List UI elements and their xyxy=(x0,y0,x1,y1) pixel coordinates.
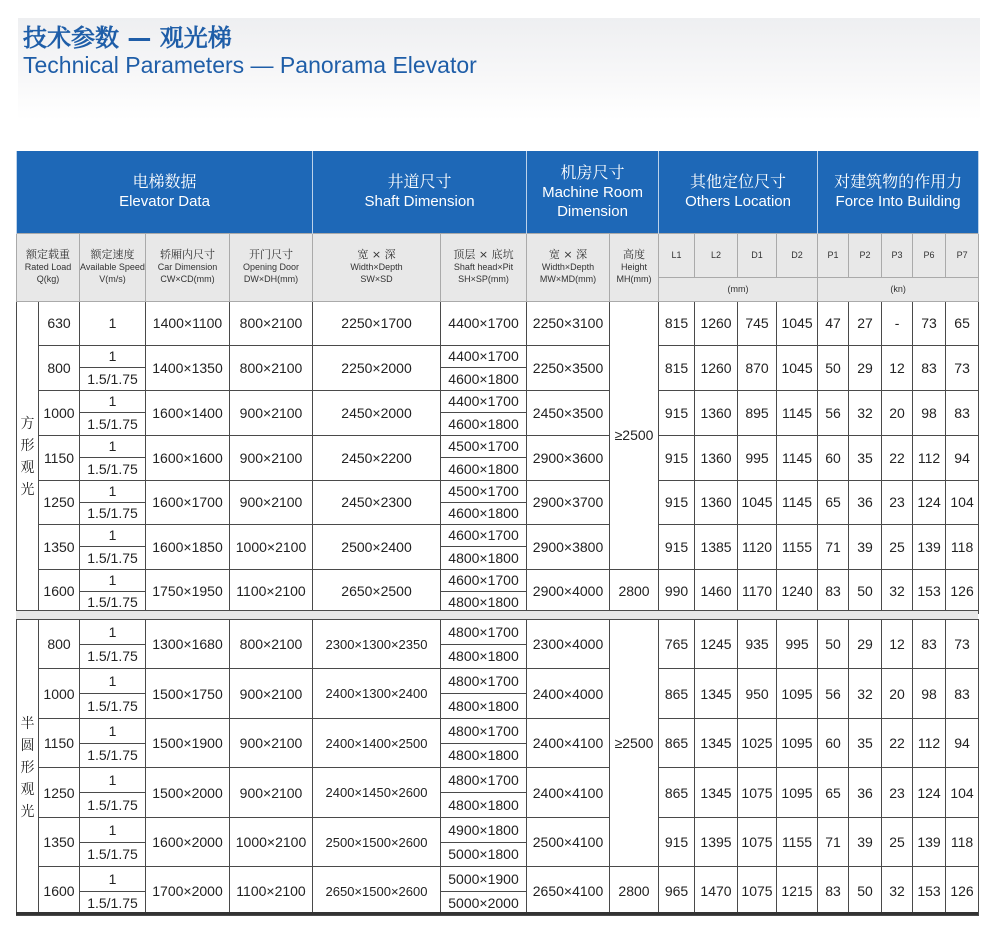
section-label-char: 观 xyxy=(20,460,35,476)
col-D2: D2 xyxy=(777,233,818,277)
cell-P2: 35 xyxy=(849,719,882,768)
cell-P7: 83 xyxy=(946,669,979,719)
cell-speed: 1.5/1.75 xyxy=(80,368,146,391)
cell-L1: 865 xyxy=(659,768,695,818)
cell-speed: 1.5/1.75 xyxy=(80,842,146,867)
cell-P7: 104 xyxy=(946,768,979,818)
cell-P3: 12 xyxy=(882,620,913,669)
section-label-char: 光 xyxy=(20,803,35,820)
cell-P3: 22 xyxy=(882,719,913,768)
section-label-char: 圆 xyxy=(20,737,35,754)
cell-door: 900×2100 xyxy=(230,480,313,524)
cell-speed: 1.5/1.75 xyxy=(80,891,146,916)
cell-L2: 1360 xyxy=(695,480,738,524)
cell-P6: 153 xyxy=(913,569,946,613)
table-row xyxy=(17,867,979,892)
cell-L1: 815 xyxy=(659,301,695,345)
cell-P1: 56 xyxy=(818,669,849,719)
cell-L1: 915 xyxy=(659,524,695,569)
cell-machine-height: 2800 xyxy=(610,867,659,916)
cell-machine-wd: 2400×4100 xyxy=(527,768,610,818)
cell-speed: 1.5/1.75 xyxy=(80,694,146,719)
col-D1: D1 xyxy=(738,233,777,277)
cell-machine-wd: 2300×4000 xyxy=(527,620,610,669)
cell-machine-wd: 2900×3700 xyxy=(527,480,610,524)
cell-shaft-width-depth: 2300×1300×2350 xyxy=(313,620,441,669)
cell-shaft-head-pit: 5000×1900 xyxy=(441,867,527,892)
cell-door: 1000×2100 xyxy=(230,818,313,867)
cell-D1: 870 xyxy=(738,345,777,390)
cell-D1: 935 xyxy=(738,620,777,669)
cell-shaft-head-pit: 4600×1800 xyxy=(441,458,527,481)
cell-P2: 36 xyxy=(849,768,882,818)
col-machine-width-depth: 宽 × 深 Width×Depth MW×MD(mm) xyxy=(527,233,610,301)
cell-speed: 1 xyxy=(80,345,146,368)
cell-L2: 1245 xyxy=(695,620,738,669)
col-L2: L2 xyxy=(695,233,738,277)
cell-door: 800×2100 xyxy=(230,301,313,345)
cell-shaft-head-pit: 4800×1700 xyxy=(441,669,527,694)
cell-P7: 73 xyxy=(946,345,979,390)
cell-D2: 1095 xyxy=(777,669,818,719)
cell-shaft-head-pit: 4800×1700 xyxy=(441,719,527,744)
group-force: 对建筑物的作用力 Force Into Building xyxy=(818,151,979,233)
group-shaft-dimension: 井道尺寸 Shaft Dimension xyxy=(313,151,527,233)
cell-speed: 1 xyxy=(80,390,146,413)
cell-load: 1250 xyxy=(39,768,80,818)
cell-P6: 124 xyxy=(913,480,946,524)
cell-speed: 1.5/1.75 xyxy=(80,591,146,613)
cell-door: 1100×2100 xyxy=(230,867,313,916)
cell-speed: 1.5/1.75 xyxy=(80,743,146,768)
col-shaft-width-depth: 宽 × 深 Width×Depth SW×SD xyxy=(313,233,441,301)
cell-shaft-head-pit: 4600×1700 xyxy=(441,569,527,591)
cell-D2: 1145 xyxy=(777,480,818,524)
cell-car: 1750×1950 xyxy=(146,569,230,613)
cell-P7: 83 xyxy=(946,390,979,435)
cell-P7: 126 xyxy=(946,569,979,613)
cell-D2: 1145 xyxy=(777,390,818,435)
col-car-dimension: 轿厢内尺寸 Car Dimension CW×CD(mm) xyxy=(146,233,230,301)
cell-shaft-width-depth: 2500×2400 xyxy=(313,524,441,569)
cell-door: 1100×2100 xyxy=(230,569,313,613)
cell-P7: 126 xyxy=(946,867,979,916)
cell-shaft-width-depth: 2500×1500×2600 xyxy=(313,818,441,867)
cell-shaft-width-depth: 2650×2500 xyxy=(313,569,441,613)
cell-P1: 65 xyxy=(818,768,849,818)
cell-P7: 118 xyxy=(946,818,979,867)
cell-P2: 32 xyxy=(849,669,882,719)
cell-speed: 1 xyxy=(80,301,146,345)
cell-L1: 965 xyxy=(659,867,695,916)
cell-speed: 1.5/1.75 xyxy=(80,547,146,570)
cell-P7: 94 xyxy=(946,435,979,480)
table-row xyxy=(17,719,979,744)
cell-load: 1000 xyxy=(39,669,80,719)
cell-machine-wd: 2400×4100 xyxy=(527,719,610,768)
cell-car: 1400×1350 xyxy=(146,345,230,390)
cell-car: 1500×1750 xyxy=(146,669,230,719)
cell-L2: 1385 xyxy=(695,524,738,569)
cell-P6: 139 xyxy=(913,818,946,867)
cell-L1: 915 xyxy=(659,480,695,524)
cell-P6: 73 xyxy=(913,301,946,345)
cell-L2: 1360 xyxy=(695,435,738,480)
col-P2: P2 xyxy=(849,233,882,277)
cell-P2: 32 xyxy=(849,390,882,435)
cell-P1: 71 xyxy=(818,524,849,569)
table-row xyxy=(17,345,979,368)
cell-machine-wd: 2900×3600 xyxy=(527,435,610,480)
cell-car: 1600×1850 xyxy=(146,524,230,569)
cell-speed: 1.5/1.75 xyxy=(80,502,146,524)
cell-car: 1600×1600 xyxy=(146,435,230,480)
group-machine-room: 机房尺寸 Machine Room Dimension xyxy=(527,151,659,233)
col-opening-door: 开门尺寸 Opening Door DW×DH(mm) xyxy=(230,233,313,301)
cell-P7: 94 xyxy=(946,719,979,768)
cell-car: 1700×2000 xyxy=(146,867,230,916)
cell-D1: 1075 xyxy=(738,867,777,916)
cell-speed: 1 xyxy=(80,620,146,645)
cell-P2: 27 xyxy=(849,301,882,345)
cell-door: 900×2100 xyxy=(230,768,313,818)
cell-load: 800 xyxy=(39,345,80,390)
header-group-row xyxy=(17,151,979,233)
cell-D1: 1045 xyxy=(738,480,777,524)
cell-speed: 1 xyxy=(80,719,146,744)
cell-shaft-head-pit: 4800×1800 xyxy=(441,743,527,768)
cell-shaft-width-depth: 2650×1500×2600 xyxy=(313,867,441,916)
col-P1: P1 xyxy=(818,233,849,277)
table-row xyxy=(17,768,979,793)
cell-speed: 1 xyxy=(80,480,146,502)
cell-shaft-head-pit: 4600×1800 xyxy=(441,413,527,436)
cell-shaft-head-pit: 4900×1800 xyxy=(441,818,527,843)
cell-shaft-head-pit: 4400×1700 xyxy=(441,345,527,368)
table-row xyxy=(17,620,979,645)
cell-P6: 98 xyxy=(913,669,946,719)
cell-P3: 25 xyxy=(882,524,913,569)
cell-car: 1500×1900 xyxy=(146,719,230,768)
cell-load: 1600 xyxy=(39,867,80,916)
cell-L1: 915 xyxy=(659,818,695,867)
table-row xyxy=(17,818,979,843)
cell-door: 1000×2100 xyxy=(230,524,313,569)
cell-speed: 1.5/1.75 xyxy=(80,413,146,436)
cell-speed: 1.5/1.75 xyxy=(80,793,146,818)
cell-load: 1150 xyxy=(39,719,80,768)
cell-P1: 60 xyxy=(818,435,849,480)
cell-load: 630 xyxy=(39,301,80,345)
cell-P7: 65 xyxy=(946,301,979,345)
cell-L1: 915 xyxy=(659,390,695,435)
table-row xyxy=(17,524,979,547)
cell-P6: 83 xyxy=(913,620,946,669)
cell-machine-wd: 2400×4000 xyxy=(527,669,610,719)
cell-speed: 1 xyxy=(80,768,146,793)
section-label-char: 方 xyxy=(20,416,35,432)
cell-L1: 990 xyxy=(659,569,695,613)
cell-P3: 22 xyxy=(882,435,913,480)
cell-P3: 23 xyxy=(882,768,913,818)
cell-D1: 1120 xyxy=(738,524,777,569)
cell-P1: 71 xyxy=(818,818,849,867)
cell-shaft-width-depth: 2400×1300×2400 xyxy=(313,669,441,719)
cell-shaft-head-pit: 4500×1700 xyxy=(441,435,527,458)
panorama-semicircle-table xyxy=(16,619,979,916)
cell-machine-wd: 2500×4100 xyxy=(527,818,610,867)
cell-load: 1350 xyxy=(39,524,80,569)
cell-D1: 1075 xyxy=(738,818,777,867)
table-bottom-rule xyxy=(16,912,978,915)
unit-kn: (kn) xyxy=(818,277,979,301)
section-label xyxy=(17,301,39,613)
cell-P6: 153 xyxy=(913,867,946,916)
cell-shaft-width-depth: 2400×1450×2600 xyxy=(313,768,441,818)
cell-P2: 29 xyxy=(849,620,882,669)
cell-P6: 112 xyxy=(913,719,946,768)
cell-P7: 73 xyxy=(946,620,979,669)
cell-P3: 32 xyxy=(882,867,913,916)
cell-car: 1600×1700 xyxy=(146,480,230,524)
panorama-square-table xyxy=(16,151,979,614)
cell-load: 1250 xyxy=(39,480,80,524)
section-label-char: 形 xyxy=(20,759,35,776)
cell-machine-wd: 2650×4100 xyxy=(527,867,610,916)
cell-P3: 25 xyxy=(882,818,913,867)
cell-D2: 1240 xyxy=(777,569,818,613)
col-speed: 额定速度 Available Speed V(m/s) xyxy=(80,233,146,301)
cell-speed: 1.5/1.75 xyxy=(80,458,146,481)
cell-speed: 1 xyxy=(80,569,146,591)
cell-shaft-head-pit: 4400×1700 xyxy=(441,390,527,413)
table-row xyxy=(17,569,979,591)
header-column-row xyxy=(17,233,979,277)
cell-L2: 1360 xyxy=(695,390,738,435)
col-P3: P3 xyxy=(882,233,913,277)
cell-load: 800 xyxy=(39,620,80,669)
page-title-cn: 技术参数 — 观光梯 xyxy=(23,24,232,52)
cell-machine-height: 2800 xyxy=(610,569,659,613)
cell-D2: 1045 xyxy=(777,345,818,390)
cell-car: 1300×1680 xyxy=(146,620,230,669)
cell-D1: 745 xyxy=(738,301,777,345)
cell-P1: 50 xyxy=(818,620,849,669)
cell-speed: 1 xyxy=(80,818,146,843)
cell-P6: 139 xyxy=(913,524,946,569)
cell-machine-wd: 2900×4000 xyxy=(527,569,610,613)
col-P7: P7 xyxy=(946,233,979,277)
section-label-char: 半 xyxy=(20,715,35,732)
cell-speed: 1 xyxy=(80,435,146,458)
cell-P6: 83 xyxy=(913,345,946,390)
cell-P3: 20 xyxy=(882,390,913,435)
cell-D2: 1095 xyxy=(777,719,818,768)
cell-P3: 20 xyxy=(882,669,913,719)
cell-L1: 815 xyxy=(659,345,695,390)
cell-P1: 60 xyxy=(818,719,849,768)
cell-door: 800×2100 xyxy=(230,345,313,390)
section-label-char: 观 xyxy=(20,781,35,798)
cell-P3: 32 xyxy=(882,569,913,613)
cell-shaft-head-pit: 5000×2000 xyxy=(441,891,527,916)
cell-D1: 1025 xyxy=(738,719,777,768)
cell-L2: 1345 xyxy=(695,669,738,719)
cell-machine-wd: 2250×3500 xyxy=(527,345,610,390)
table-row xyxy=(17,669,979,694)
cell-P2: 29 xyxy=(849,345,882,390)
table-row xyxy=(17,301,979,345)
cell-P7: 118 xyxy=(946,524,979,569)
cell-shaft-head-pit: 4500×1700 xyxy=(441,480,527,502)
cell-speed: 1 xyxy=(80,669,146,694)
cell-load: 1350 xyxy=(39,818,80,867)
cell-car: 1600×2000 xyxy=(146,818,230,867)
cell-load: 1600 xyxy=(39,569,80,613)
cell-shaft-head-pit: 4800×1800 xyxy=(441,591,527,613)
table-row xyxy=(17,480,979,502)
cell-P1: 83 xyxy=(818,569,849,613)
cell-speed: 1 xyxy=(80,524,146,547)
cell-shaft-head-pit: 4600×1800 xyxy=(441,502,527,524)
unit-mm: (mm) xyxy=(659,277,818,301)
cell-P2: 39 xyxy=(849,818,882,867)
cell-D1: 1170 xyxy=(738,569,777,613)
cell-shaft-width-depth: 2450×2200 xyxy=(313,435,441,480)
cell-D2: 1155 xyxy=(777,524,818,569)
cell-load: 1150 xyxy=(39,435,80,480)
cell-P6: 124 xyxy=(913,768,946,818)
cell-shaft-width-depth: 2250×2000 xyxy=(313,345,441,390)
cell-D1: 1075 xyxy=(738,768,777,818)
cell-D2: 1155 xyxy=(777,818,818,867)
cell-L1: 865 xyxy=(659,669,695,719)
cell-L1: 765 xyxy=(659,620,695,669)
cell-door: 900×2100 xyxy=(230,669,313,719)
table-row xyxy=(17,390,979,413)
cell-P1: 50 xyxy=(818,345,849,390)
cell-shaft-head-pit: 4600×1700 xyxy=(441,524,527,547)
cell-machine-height-common: ≥2500 xyxy=(610,301,659,569)
cell-L2: 1470 xyxy=(695,867,738,916)
cell-car: 1600×1400 xyxy=(146,390,230,435)
cell-shaft-width-depth: 2250×1700 xyxy=(313,301,441,345)
cell-machine-height-common: ≥2500 xyxy=(610,620,659,867)
cell-machine-wd: 2450×3500 xyxy=(527,390,610,435)
cell-shaft-head-pit: 4600×1800 xyxy=(441,368,527,391)
cell-shaft-width-depth: 2450×2300 xyxy=(313,480,441,524)
cell-P3: 23 xyxy=(882,480,913,524)
cell-shaft-head-pit: 4800×1800 xyxy=(441,644,527,669)
cell-P1: 83 xyxy=(818,867,849,916)
cell-D1: 895 xyxy=(738,390,777,435)
cell-shaft-head-pit: 4800×1800 xyxy=(441,694,527,719)
section-label-char: 形 xyxy=(20,438,35,454)
group-elevator-data: 电梯数据 Elevator Data xyxy=(17,151,313,233)
cell-D2: 1045 xyxy=(777,301,818,345)
cell-P2: 50 xyxy=(849,569,882,613)
cell-P6: 98 xyxy=(913,390,946,435)
cell-car: 1400×1100 xyxy=(146,301,230,345)
section-label xyxy=(17,620,39,916)
cell-shaft-head-pit: 4800×1700 xyxy=(441,768,527,793)
cell-door: 900×2100 xyxy=(230,435,313,480)
cell-shaft-head-pit: 4800×1800 xyxy=(441,793,527,818)
section-label-char: 光 xyxy=(20,482,35,498)
cell-D1: 995 xyxy=(738,435,777,480)
cell-door: 900×2100 xyxy=(230,390,313,435)
cell-D2: 1145 xyxy=(777,435,818,480)
cell-L2: 1345 xyxy=(695,719,738,768)
cell-P2: 36 xyxy=(849,480,882,524)
col-machine-height: 高度 Height MH(mm) xyxy=(610,233,659,301)
cell-L2: 1260 xyxy=(695,345,738,390)
cell-door: 900×2100 xyxy=(230,719,313,768)
col-L1: L1 xyxy=(659,233,695,277)
cell-shaft-head-pit: 5000×1800 xyxy=(441,842,527,867)
table-row xyxy=(17,435,979,458)
cell-P3: 12 xyxy=(882,345,913,390)
cell-P3: - xyxy=(882,301,913,345)
cell-D2: 995 xyxy=(777,620,818,669)
cell-D1: 950 xyxy=(738,669,777,719)
cell-P2: 50 xyxy=(849,867,882,916)
cell-speed: 1 xyxy=(80,867,146,892)
cell-L1: 865 xyxy=(659,719,695,768)
cell-machine-wd: 2900×3800 xyxy=(527,524,610,569)
cell-shaft-width-depth: 2450×2000 xyxy=(313,390,441,435)
cell-shaft-head-pit: 4800×1800 xyxy=(441,547,527,570)
cell-shaft-head-pit: 4400×1700 xyxy=(441,301,527,345)
page-title-en: Technical Parameters — Panorama Elevator xyxy=(23,52,477,78)
cell-L2: 1345 xyxy=(695,768,738,818)
cell-P1: 47 xyxy=(818,301,849,345)
cell-load: 1000 xyxy=(39,390,80,435)
cell-P1: 65 xyxy=(818,480,849,524)
cell-speed: 1.5/1.75 xyxy=(80,644,146,669)
cell-L2: 1260 xyxy=(695,301,738,345)
cell-shaft-width-depth: 2400×1400×2500 xyxy=(313,719,441,768)
cell-D2: 1095 xyxy=(777,768,818,818)
cell-P2: 39 xyxy=(849,524,882,569)
cell-machine-wd: 2250×3100 xyxy=(527,301,610,345)
cell-P7: 104 xyxy=(946,480,979,524)
cell-L2: 1460 xyxy=(695,569,738,613)
cell-L1: 915 xyxy=(659,435,695,480)
col-rated-load: 额定载重 Rated Load Q(kg) xyxy=(17,233,80,301)
col-P6: P6 xyxy=(913,233,946,277)
cell-D2: 1215 xyxy=(777,867,818,916)
group-others-location: 其他定位尺寸 Others Location xyxy=(659,151,818,233)
cell-P1: 56 xyxy=(818,390,849,435)
col-shaft-head-pit: 顶层 × 底坑 Shaft head×Pit SH×SP(mm) xyxy=(441,233,527,301)
cell-car: 1500×2000 xyxy=(146,768,230,818)
cell-L2: 1395 xyxy=(695,818,738,867)
cell-P6: 112 xyxy=(913,435,946,480)
cell-P2: 35 xyxy=(849,435,882,480)
cell-door: 800×2100 xyxy=(230,620,313,669)
cell-shaft-head-pit: 4800×1700 xyxy=(441,620,527,645)
